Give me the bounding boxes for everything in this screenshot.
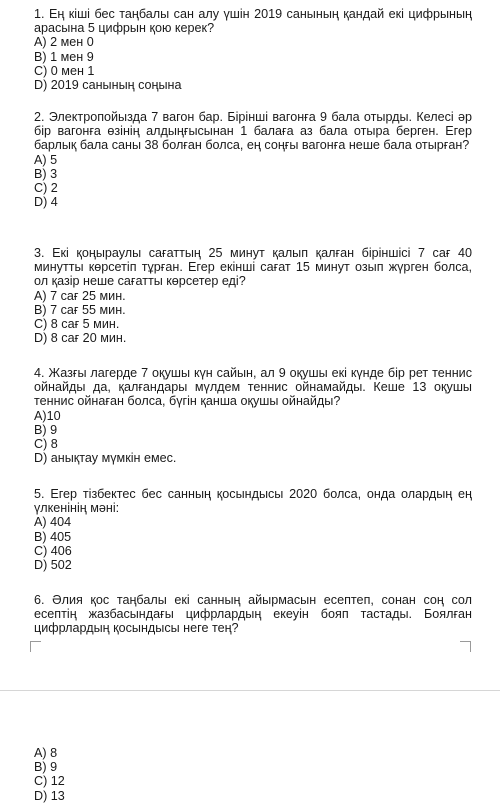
question-3-option-d: D) 8 сағ 20 мин. <box>34 331 127 346</box>
question-1-option-c: C) 0 мен 1 <box>34 63 95 78</box>
question-1-option-a: A) 2 мен 0 <box>34 35 94 50</box>
page-corner-mark-right <box>460 641 471 652</box>
question-3 <box>34 246 472 345</box>
question-2-option-d: D) 4 <box>34 195 58 210</box>
question-2-option-a: A) 5 <box>34 152 58 167</box>
question-4 <box>34 366 472 465</box>
question-6-option-b: B) 9 <box>34 760 58 775</box>
question-5-option-a: A) 404 <box>34 515 72 530</box>
question-4-text: 4. Жазғы лагерде 7 оқушы күн сайын, ал 9 оқушы екі күнде бір рет теннис ойнайды да, қалғандары мүлдем теннис ойнамайды. Кеше 13 оқушы теннис ойнаған болса, бүгін қанша оқушы ойнайды? <box>34 366 472 409</box>
question-4-option-c: C) 8 <box>34 437 58 452</box>
question-5-option-c: C) 406 <box>34 543 72 558</box>
question-6-option-d: D) 13 <box>34 788 65 803</box>
question-1-option-d: D) 2019 санының соңына <box>34 78 182 93</box>
question-6-text: 6. Әлия қос таңбалы екі санның айырмасын есептеп, сонан соң сол есептің жазбасындағы цифрлардың екеуін бояп тастады. Боялған цифрлардың қосындысы неге тең? <box>34 593 472 636</box>
question-1-text: 1. Ең кіші бес таңбалы сан алу үшін 2019 санының қандай екі цифрының арасына 5 цифрын қою керек? <box>34 7 472 36</box>
question-2-option-c: C) 2 <box>34 181 58 196</box>
question-3-option-a: A) 7 сағ 25 мин. <box>34 288 126 303</box>
page-break-divider <box>0 690 500 691</box>
question-3-text: 3. Екі қоңыраулы сағаттың 25 минут қалып қалған біріншісі 7 сағ 40 минутты көрсетіп тұрған. Егер екінші сағат 15 минут озып жүрген болса, ол қазір неше сағатты көрсетер еді? <box>34 246 472 289</box>
question-3-option-b: B) 7 сағ 55 мин. <box>34 302 126 317</box>
question-6-option-c: C) 12 <box>34 774 65 789</box>
question-4-option-a: A)10 <box>34 408 61 423</box>
question-5 <box>34 487 472 572</box>
question-5-option-d: D) 502 <box>34 558 72 573</box>
question-2 <box>34 110 472 209</box>
question-6 <box>34 593 472 636</box>
question-6-option-a: A) 8 <box>34 746 58 760</box>
question-2-text: 2. Электропойызда 7 вагон бар. Бірінші вагонға 9 бала отырды. Келесі әр бір вагонға өзінің алдыңғысынан 1 балаға аз бала отыра берген. Егер барлық бала саны 38 болған болса, ең соңғы вагонға неше бала отырған? <box>34 110 472 153</box>
question-4-option-d: D) анықтау мүмкін емес. <box>34 451 177 466</box>
question-4-option-b: B) 9 <box>34 422 58 437</box>
page-corner-mark-left <box>30 641 41 652</box>
question-3-option-c: C) 8 сағ 5 мин. <box>34 317 120 332</box>
question-5-option-b: B) 405 <box>34 529 72 544</box>
question-1 <box>34 7 472 92</box>
question-6-options <box>34 746 472 803</box>
question-5-text: 5. Егер тізбектес бес санның қосындысы 2020 болса, онда олардың ең үлкенінің мәні: <box>34 487 472 516</box>
question-2-option-b: B) 3 <box>34 166 58 181</box>
question-1-option-b: B) 1 мен 9 <box>34 49 94 64</box>
